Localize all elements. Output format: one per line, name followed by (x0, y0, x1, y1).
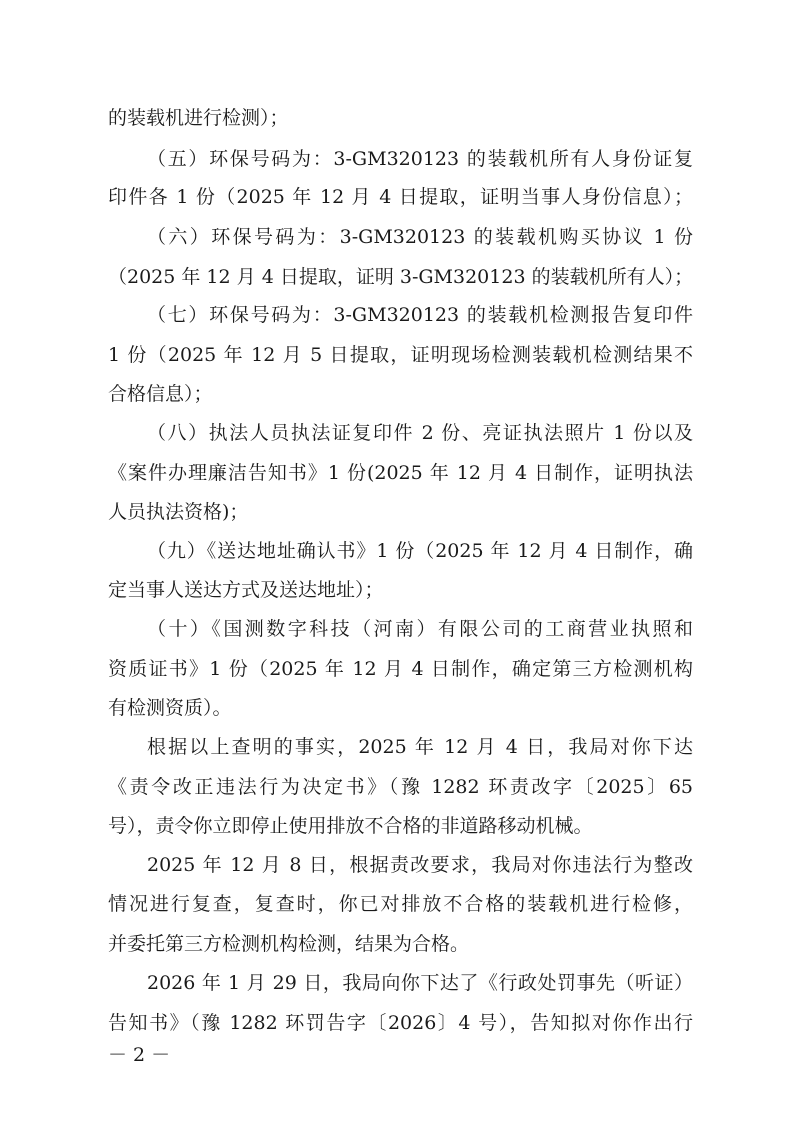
text-line: （十）《国测数字科技（河南）有限公司的工商营业执照和 (147, 618, 693, 640)
text-line: 并委托第三方检测机构检测，结果为合格。 (108, 933, 470, 955)
text-line: 合格信息）； (108, 383, 213, 405)
text-line: 2026 年 1 月 29 日，我局向你下达了《行政处罚事先（听证） (147, 972, 693, 994)
text-line: 印件各 1 份（2025 年 12 月 4 日提取，证明当事人身份信息）； (108, 186, 693, 208)
text-line: 情况进行复查，复查时，你已对排放不合格的装载机进行检修， (108, 893, 693, 915)
text-line: 根据以上查明的事实，2025 年 12 月 4 日，我局对你下达 (147, 736, 693, 758)
text-line: 号），责令你立即停止使用排放不合格的非道路移动机械。 (108, 815, 593, 837)
text-line: 2025 年 12 月 8 日，根据责改要求，我局对你违法行为整改 (147, 854, 693, 876)
text-line: （九）《送达地址确认书》1 份（2025 年 12 月 4 日制作，确 (147, 540, 693, 562)
text-line: 《责令改正违法行为决定书》（豫 1282 环责改字〔2025〕65 (108, 776, 693, 798)
text-line: （2025 年 12 月 4 日提取，证明 3-GM320123 的装载机所有人）； (108, 266, 693, 288)
text-line: （八）执法人员执法证复印件 2 份、亮证执法照片 1 份以及 (147, 422, 693, 444)
text-line: （五）环保号码为：3-GM320123 的装载机所有人身份证复 (147, 148, 693, 170)
text-line: 有检测资质）。 (108, 697, 232, 719)
text-line: （六）环保号码为：3-GM320123 的装载机购买协议 1 份 (147, 226, 693, 248)
text-line: 1 份（2025 年 12 月 5 日提取，证明现场检测装载机检测结果不 (108, 344, 693, 366)
text-line: 的装载机进行检测）； (108, 107, 289, 129)
page-number: － 2 － (108, 1044, 171, 1066)
text-line: 《案件办理廉洁告知书》1 份(2025 年 12 月 4 日制作，证明执法 (108, 462, 693, 484)
text-line: 人员执法资格)； (108, 501, 249, 523)
text-line: （七）环保号码为：3-GM320123 的装载机检测报告复印件 (147, 304, 693, 326)
text-line: 定当事人送达方式及送达地址）； (108, 579, 384, 601)
text-line: 资质证书》1 份（2025 年 12 月 4 日制作，确定第三方检测机构 (108, 658, 693, 680)
text-line: 告知书》（豫 1282 环罚告字〔2026〕4 号），告知拟对你作出行 (108, 1012, 693, 1034)
